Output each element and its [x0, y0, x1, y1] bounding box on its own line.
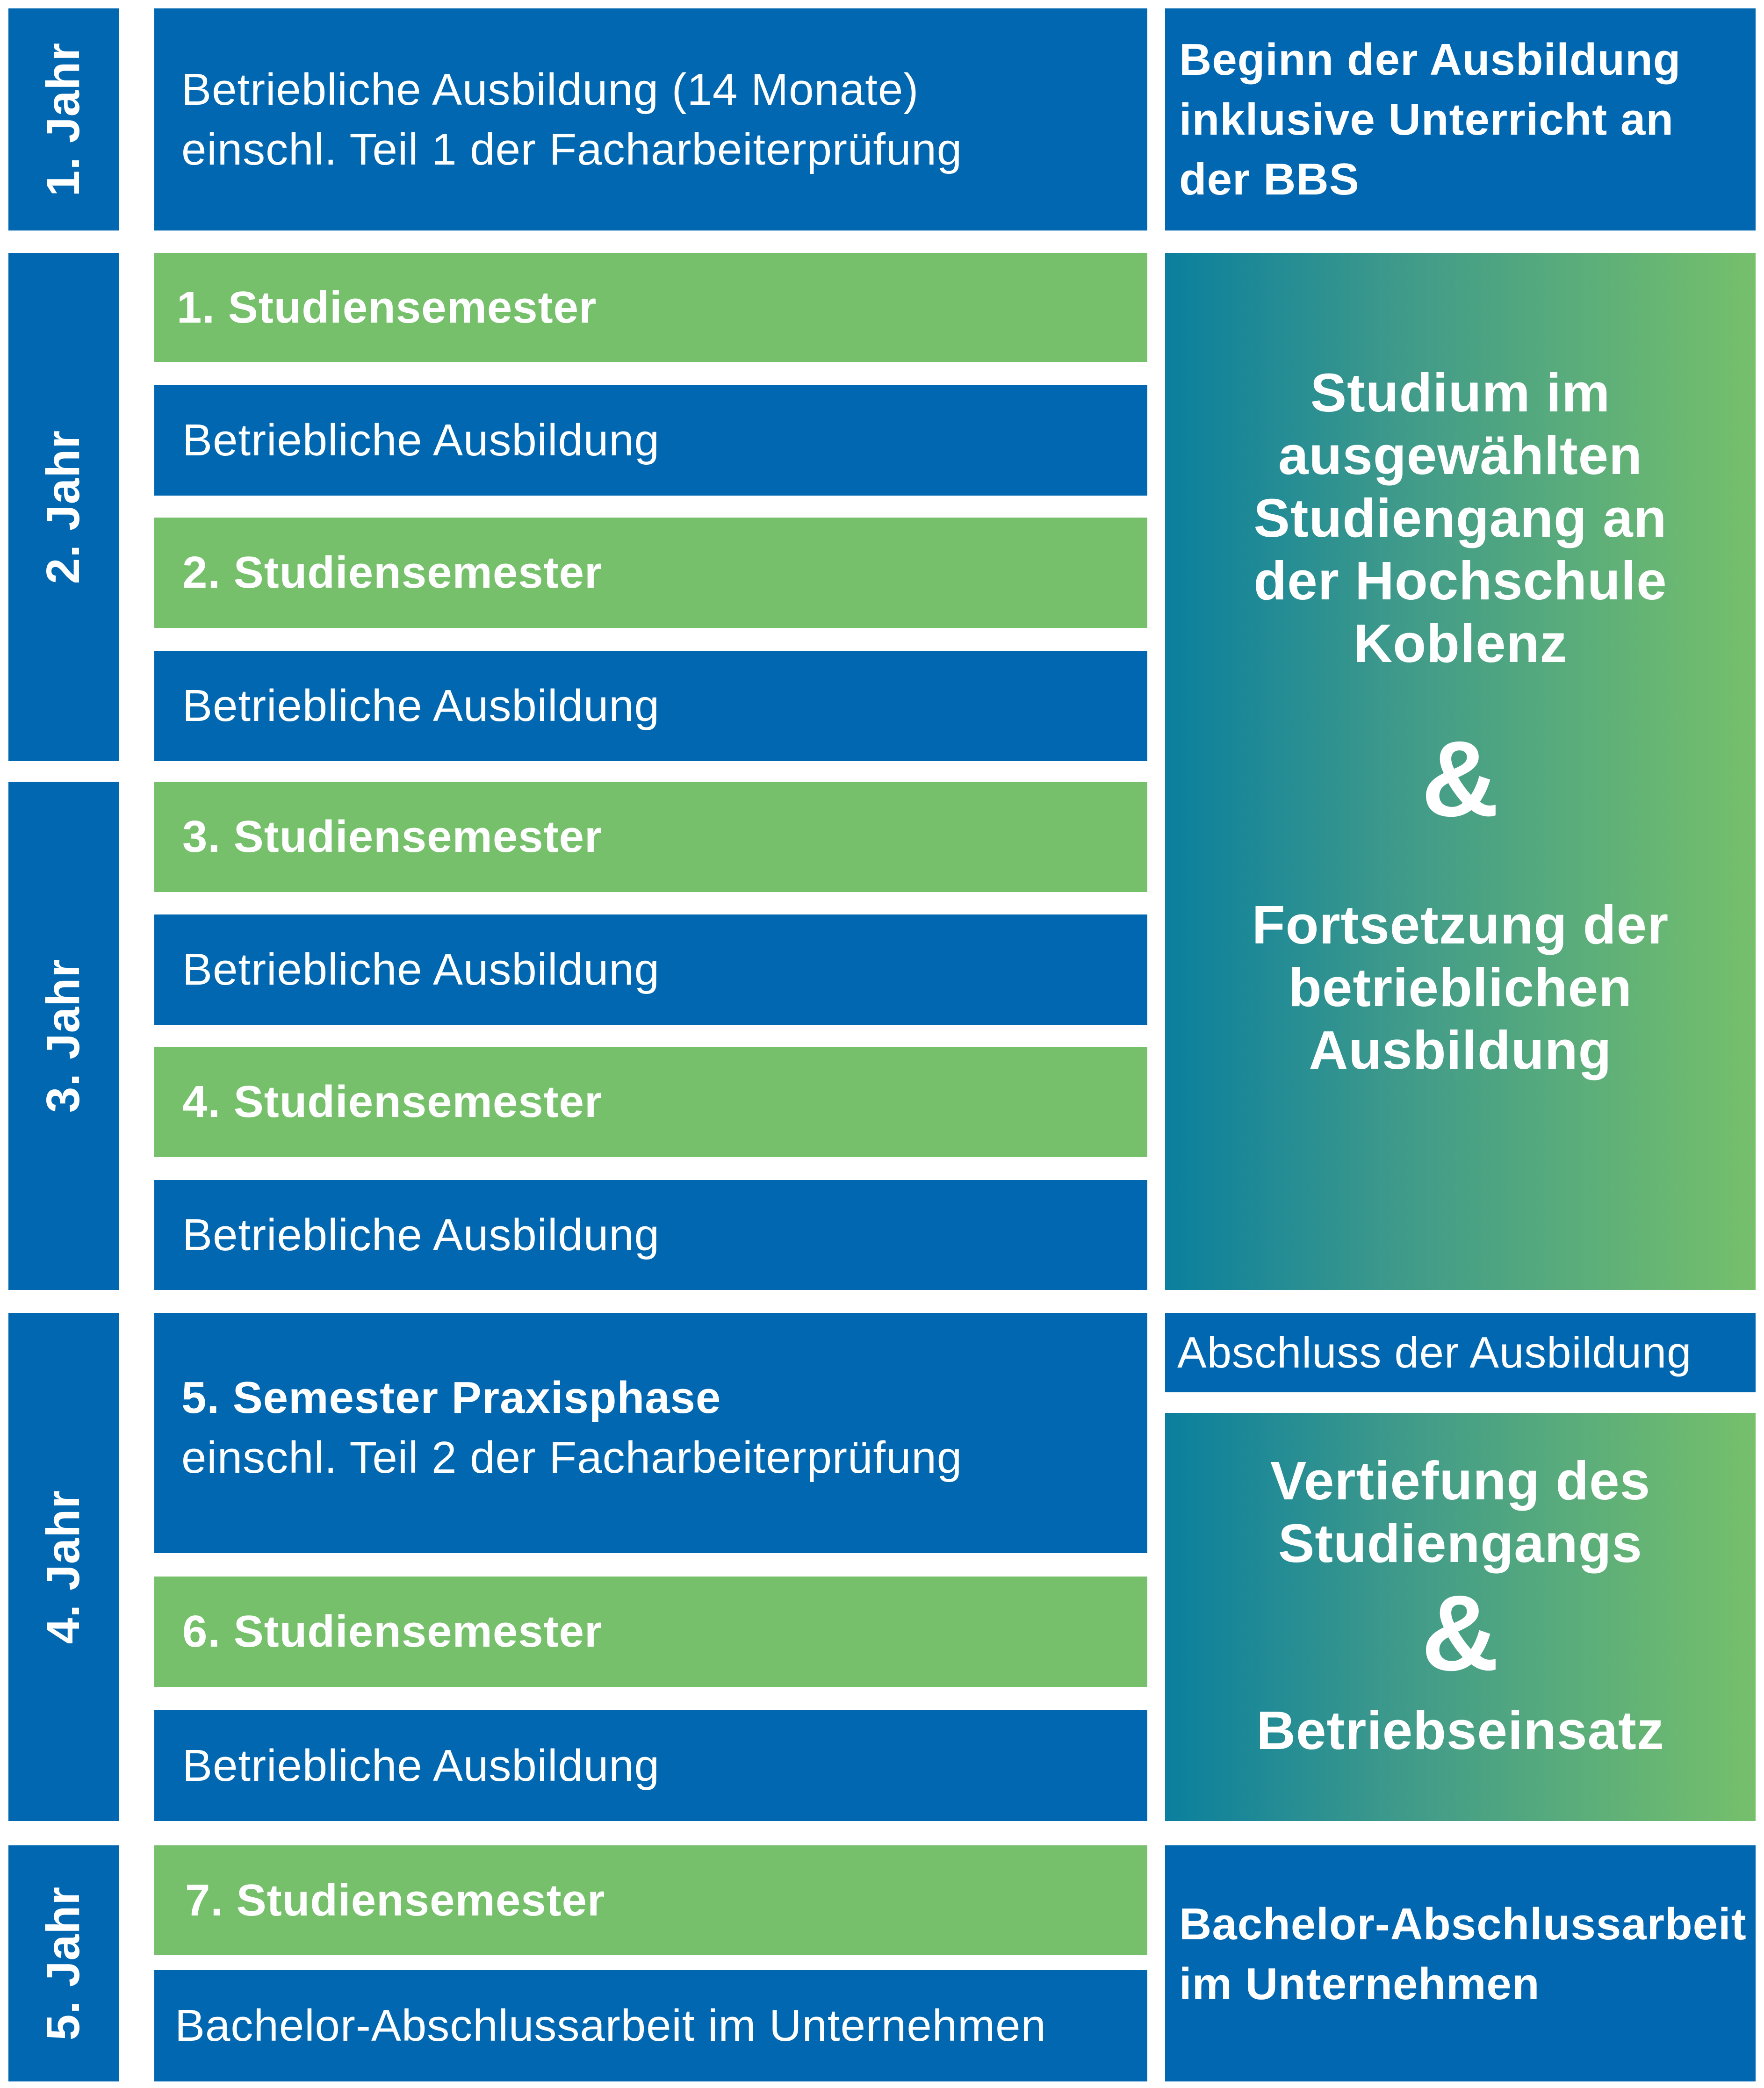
- beginn-line1: Beginn der Ausbildung: [1179, 34, 1681, 85]
- beginn-ausbildung-box: [1165, 8, 1756, 230]
- year-2-text: 2. Jahr: [37, 430, 90, 584]
- semester-2: 2. Studiensemester: [154, 518, 1147, 628]
- semester-3: 3. Studiensemester: [154, 782, 1147, 892]
- betriebliche-ausbildung-1: Betriebliche Ausbildung: [154, 385, 1147, 496]
- studium-line1: Studium im: [1310, 362, 1611, 423]
- bachelor-thesis-middle: Bachelor-Abschlussarbeit im Unternehmen: [154, 1970, 1147, 2081]
- semester-4: 4. Studiensemester: [154, 1047, 1147, 1157]
- year-2-label: [8, 253, 119, 761]
- studium-line4: der Hochschule: [1253, 550, 1667, 611]
- ampersand-2: &: [1421, 1573, 1500, 1693]
- semester-7: 7. Studiensemester: [154, 1845, 1147, 1955]
- semester-5-title: 5. Semester Praxisphase: [181, 1373, 721, 1423]
- beginn-line3: der BBS: [1179, 154, 1360, 204]
- semester-5-subtitle: einschl. Teil 2 der Facharbeiterprüfung: [181, 1433, 963, 1483]
- bachelor-line1: Bachelor-Abschlussarbeit: [1179, 1899, 1747, 1949]
- year-4-label: [8, 1313, 119, 1821]
- semester-1: 1. Studiensemester: [154, 253, 1147, 362]
- year1-training-box: [154, 8, 1147, 230]
- year-1-text: 1. Jahr: [37, 42, 90, 197]
- betriebliche-ausbildung-3: Betriebliche Ausbildung: [154, 914, 1147, 1025]
- ampersand-1: &: [1421, 719, 1500, 839]
- bachelor-line2: im Unternehmen: [1179, 1958, 1540, 2009]
- year-1-label: [8, 8, 119, 230]
- studium-line5: Koblenz: [1353, 613, 1568, 674]
- vertiefung-box: [1165, 1413, 1756, 1821]
- studium-line2: ausgewählten: [1278, 425, 1643, 486]
- fortsetzung-line3: Ausbildung: [1309, 1020, 1612, 1080]
- beginn-line2: inklusive Unterricht an: [1179, 94, 1674, 144]
- fortsetzung-line2: betrieblichen: [1289, 957, 1632, 1018]
- betriebseinsatz-text: Betriebseinsatz: [1256, 1700, 1664, 1761]
- year-5-label: [8, 1845, 119, 2081]
- year-4-text: 4. Jahr: [37, 1490, 90, 1644]
- year-3-text: 3. Jahr: [37, 958, 90, 1113]
- fortsetzung-line1: Fortsetzung der: [1252, 894, 1669, 955]
- year1-training-line1: Betriebliche Ausbildung (14 Monate): [181, 64, 919, 115]
- year1-training-line2: einschl. Teil 1 der Facharbeiterprüfung: [181, 124, 963, 174]
- bachelor-thesis-right: [1165, 1845, 1756, 2081]
- vertiefung-line1: Vertiefung des: [1270, 1450, 1651, 1511]
- betriebliche-ausbildung-2: Betriebliche Ausbildung: [154, 651, 1147, 761]
- vertiefung-line2: Studiengangs: [1278, 1513, 1642, 1574]
- betriebliche-ausbildung-4: Betriebliche Ausbildung: [154, 1180, 1147, 1290]
- betriebliche-ausbildung-6: Betriebliche Ausbildung: [154, 1710, 1147, 1821]
- semester-5-praxisphase: [154, 1313, 1147, 1553]
- studium-fortsetzung-box: [1165, 253, 1756, 1290]
- studium-line3: Studiengang an: [1253, 488, 1667, 548]
- semester-6: 6. Studiensemester: [154, 1577, 1147, 1687]
- year-5-text: 5. Jahr: [37, 1886, 90, 2041]
- abschluss-ausbildung-box: Abschluss der Ausbildung: [1165, 1313, 1756, 1392]
- year-3-label: [8, 782, 119, 1290]
